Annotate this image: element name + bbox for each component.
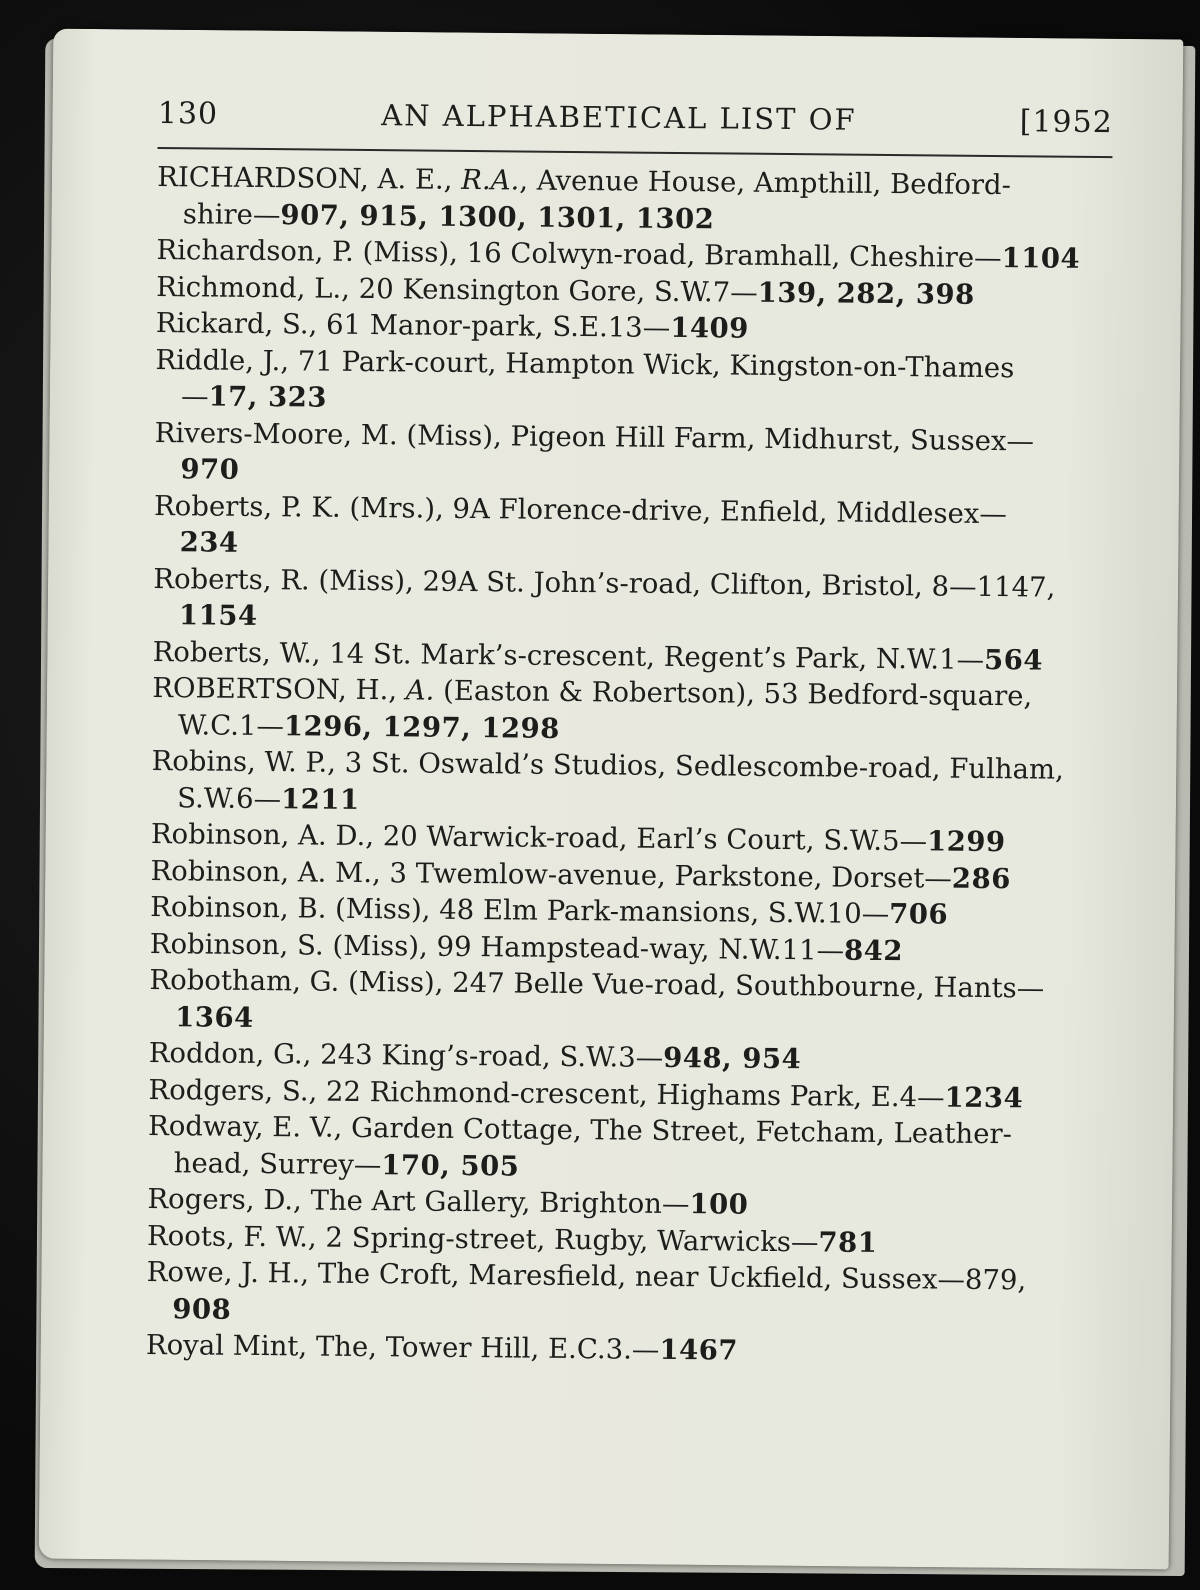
entry-numbers: 908 bbox=[172, 1292, 232, 1326]
entry-text: Rickard, S., 61 Manor-park, S.E.13— bbox=[155, 306, 671, 344]
entry-numbers: 1467 bbox=[659, 1333, 739, 1367]
entry-numbers: 1234 bbox=[944, 1081, 1024, 1114]
year-marker: [1952 bbox=[1019, 104, 1113, 141]
entry-numbers: 970 bbox=[180, 453, 240, 486]
entry-numbers: 842 bbox=[843, 934, 904, 967]
list-entry bbox=[157, 159, 1113, 241]
entry-text: Roddon, G., 243 King’s-road, S.W.3— bbox=[148, 1036, 664, 1074]
list-entry bbox=[146, 1254, 1102, 1336]
list-entry bbox=[148, 1108, 1104, 1190]
list-entry bbox=[152, 670, 1108, 752]
entry-text: Roberts, R. (Miss), 29A St. John’s-road, Clifton, Bristol, 8—1147, bbox=[153, 562, 1056, 604]
entry-numbers: 1299 bbox=[926, 825, 1006, 859]
list-entry bbox=[154, 487, 1110, 569]
entry-text: shire— bbox=[182, 197, 281, 231]
entry-numbers: 907, 915, 1300, 1301, 1302 bbox=[280, 198, 715, 235]
entry-text: Rowe, J. H., The Croft, Maresfield, near Uckfield, Sussex—879, bbox=[146, 1255, 1027, 1297]
entry-numbers: 948, 954 bbox=[663, 1041, 802, 1076]
entry-numbers: 1296, 1297, 1298 bbox=[283, 709, 561, 745]
entry-text: Richardson, P. (Miss), 16 Colwyn-road, Bramhall, Cheshire— bbox=[156, 233, 1002, 275]
entry-text: Robotham, G. (Miss), 247 Belle Vue-road, Southbourne, Hants— bbox=[149, 963, 1045, 1005]
list-entry bbox=[151, 743, 1107, 825]
entry-text: head, Surrey— bbox=[173, 1146, 382, 1181]
list-entry bbox=[154, 414, 1110, 496]
entry-numbers: 170, 505 bbox=[381, 1148, 520, 1183]
entry-numbers: 100 bbox=[689, 1188, 749, 1221]
entry-text: S.W.6— bbox=[177, 781, 282, 815]
entry-numbers: 1211 bbox=[280, 782, 360, 816]
entry-text: Rodgers, S., 22 Richmond-crescent, Highams Park, E.4— bbox=[148, 1073, 945, 1114]
list-entry bbox=[153, 560, 1109, 642]
text-block bbox=[146, 96, 1113, 1373]
entry-numbers: 17, 323 bbox=[208, 380, 328, 414]
entry-text: Rogers, D., The Art Gallery, Brighton— bbox=[147, 1182, 690, 1221]
entry-text: Robins, W. P., 3 St. Oswald’s Studios, Sedlescombe-road, Fulham, bbox=[151, 744, 1064, 786]
entry-text: Rodway, E. V., Garden Cottage, The Street, Fetcham, Leather- bbox=[147, 1109, 1013, 1151]
entry-numbers: 706 bbox=[889, 898, 949, 931]
entry-text: ROBERTSON, H., bbox=[152, 671, 406, 707]
running-head bbox=[157, 96, 1112, 158]
entry-text: Robinson, B. (Miss), 48 Elm Park-mansions, S.W.10— bbox=[150, 890, 890, 931]
entry-qualification: R.A. bbox=[461, 163, 520, 197]
entry-numbers: 564 bbox=[983, 643, 1044, 677]
entry-numbers: 1104 bbox=[1001, 242, 1081, 275]
entry-text: , Avenue House, Ampthill, Bedford- bbox=[519, 164, 1012, 202]
entry-text: W.C.1— bbox=[177, 708, 285, 742]
page-number: 130 bbox=[157, 96, 219, 132]
entry-numbers: 1409 bbox=[670, 311, 749, 345]
entry-numbers: 1154 bbox=[178, 599, 258, 632]
entry-text: Riddle, J., 71 Park-court, Hampton Wick, Kingston-on-Thames bbox=[155, 343, 1015, 384]
entry-text: Rivers-Moore, M. (Miss), Pigeon Hill Farm, Midhurst, Sussex— bbox=[154, 416, 1035, 457]
entry-numbers: 781 bbox=[818, 1225, 878, 1259]
entry-text: — bbox=[180, 380, 209, 413]
entry-numbers: 286 bbox=[951, 862, 1011, 895]
entry-text: Roots, F. W., 2 Spring-street, Rugby, Warwicks— bbox=[146, 1219, 819, 1258]
list-entry bbox=[149, 962, 1105, 1044]
entry-qualification: A. bbox=[405, 674, 435, 707]
entry-text: Roberts, P. K. (Mrs.), 9A Florence-drive, Enfield, Middlesex— bbox=[153, 489, 1008, 530]
entry-numbers: 1364 bbox=[175, 1000, 254, 1034]
entry-text: Roberts, W., 14 St. Mark’s-crescent, Regent’s Park, N.W.1— bbox=[152, 635, 985, 676]
entry-text: (Easton & Robertson), 53 Bedford-square, bbox=[434, 674, 1033, 713]
entry-numbers: 139, 282, 398 bbox=[757, 276, 975, 311]
entry-text: Royal Mint, The, Tower Hill, E.C.3.— bbox=[145, 1328, 660, 1366]
entry-text: Robinson, A. D., 20 Warwick-road, Earl’s Court, S.W.5— bbox=[150, 817, 928, 858]
list-entry bbox=[155, 341, 1111, 423]
entry-numbers: 234 bbox=[179, 526, 239, 559]
entry-text: Richmond, L., 20 Kensington Gore, S.W.7— bbox=[156, 270, 758, 309]
entry-text: Robinson, S. (Miss), 99 Hampstead-way, N.W.11— bbox=[149, 927, 845, 967]
entry-text: RICHARDSON, A. E., bbox=[157, 160, 462, 196]
page-title: AN ALPHABETICAL LIST OF bbox=[381, 98, 857, 137]
entry-text: Robinson, A. M., 3 Twemlow-avenue, Parkstone, Dorset— bbox=[150, 854, 953, 895]
